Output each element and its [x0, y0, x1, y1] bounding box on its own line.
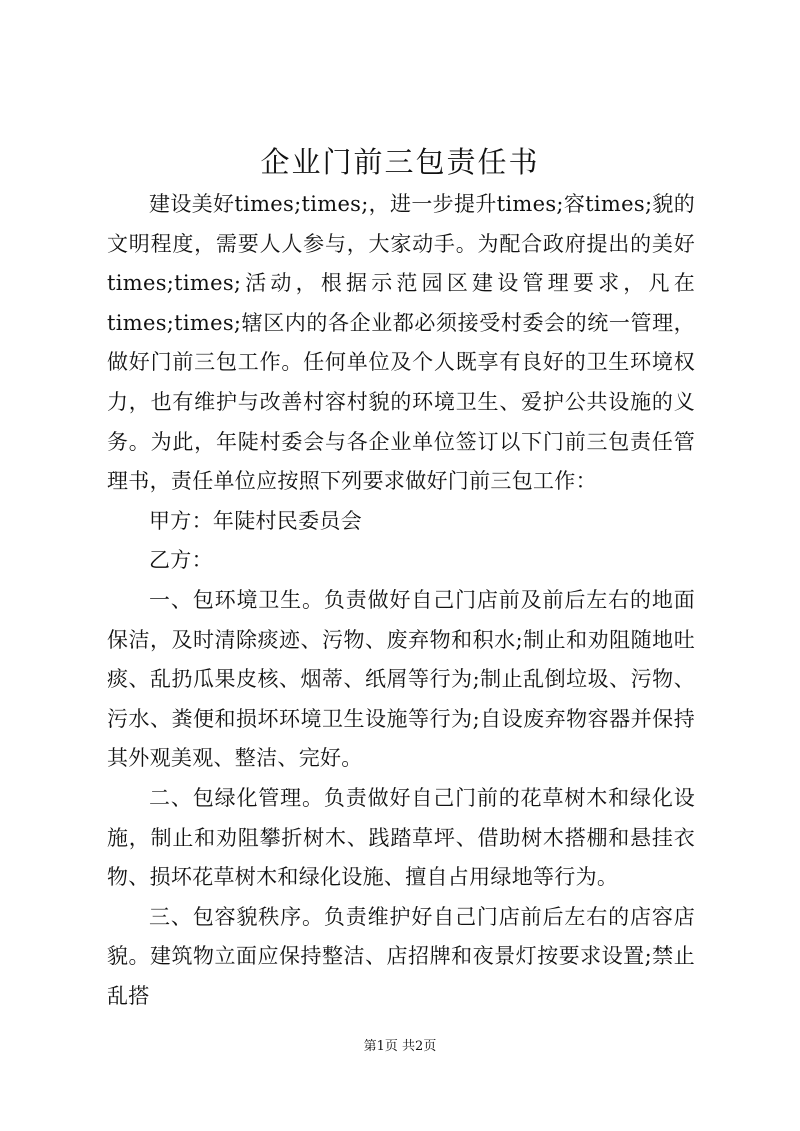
page-number: 第1页 共2页 [363, 1039, 437, 1054]
paragraph-clause-3: 三、包容貌秩序。负责维护好自己门店前后左右的店容店貌。建筑物立面应保持整洁、店招牌和夜景灯按要求设置;禁止乱搭 [107, 904, 695, 1008]
paragraph-party-a: 甲方：年陡村民委员会 [149, 508, 362, 533]
document-body [107, 185, 695, 1016]
paragraph-clause-1: 一、包环境卫生。负责做好自己门店前及前后左右的地面保洁，及时清除痰迹、污物、废弃物和积水;制止和劝阻随地吐痰、乱扔瓜果皮核、烟蒂、纸屑等行为;制止乱倒垃圾、污物、污水、粪便和损坏环境卫生设施等行为;自设废弃物容器并保持其外观美观、整洁、完好。 [107, 587, 695, 771]
paragraph-intro: 建设美好times;times;，进一步提升times;容times;貌的文明程度，需要人人参与，大家动手。为配合政府提出的美好times;times;活动，根据示范园区建设管理要求，凡在times;times;辖区内的各企业都必须接受村委会的统一管理，做好门前三包工作。任何单位及个人既享有良好的卫生环境权力，也有维护与改善村容村貌的环境卫生、爱护公共设施的义务。为此，年陡村委会与各企业单位签订以下门前三包责任管理书，责任单位应按照下列要求做好门前三包工作： [107, 192, 695, 494]
document-title: 企业门前三包责任书 [260, 145, 540, 179]
paragraph-clause-2: 二、包绿化管理。负责做好自己门前的花草树木和绿化设施，制止和劝阻攀折树木、践踏草坪、借助树木搭棚和悬挂衣物、损坏花草树木和绿化设施、擅自占用绿地等行为。 [107, 785, 695, 890]
paragraph-party-b: 乙方： [149, 548, 213, 573]
